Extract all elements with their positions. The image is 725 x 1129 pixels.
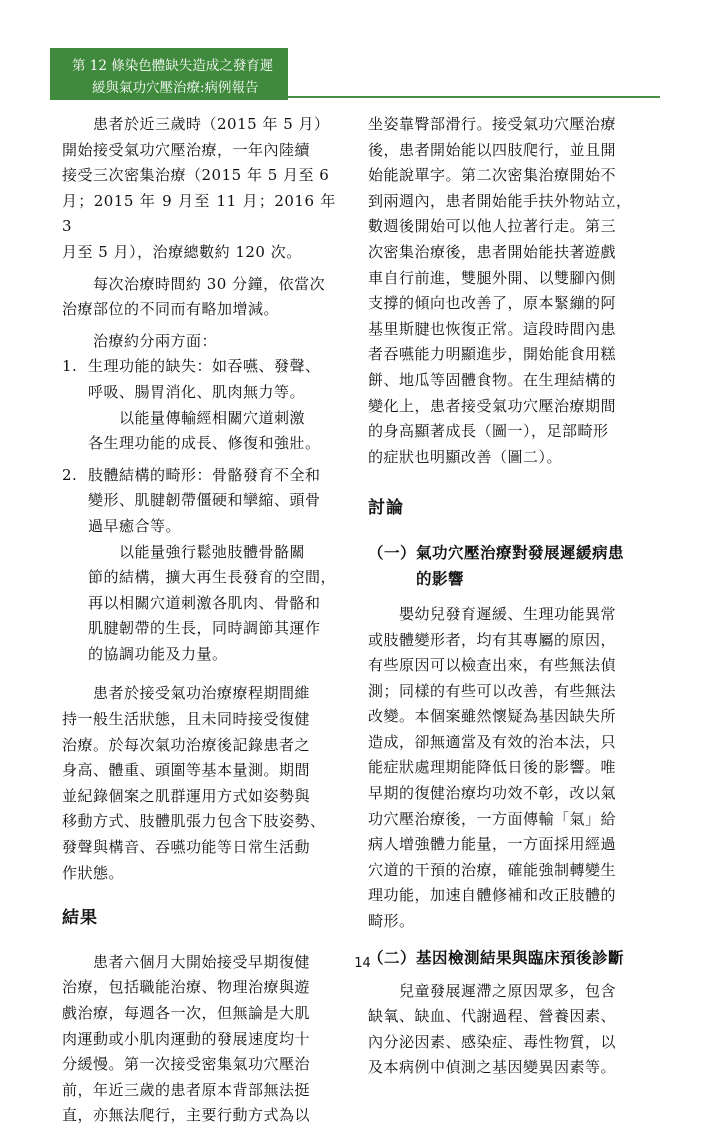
header-divider	[288, 96, 660, 98]
page-number: 14	[354, 956, 371, 971]
running-title-line1: 第 12 條染色體缺失造成之發育遲	[72, 58, 274, 74]
treatment-schedule-paragraph: 患者於近三歲時（2015 年 5 月） 開始接受氣功穴壓治療，一年內陸續 接受三次密集治療（2015 年 5 月至 6 月；2015 年 9 月至 11 月；2016 年 3 月至 5 月），治療總數約 120 次。	[62, 115, 336, 261]
observation-paragraph: 患者於接受氣功治療療程期間維 持一般生活狀態，且未同時接受復健 治療。於每次氣功治療後記錄患者之 身高、體重、頭圍等基本量測。期間 並紀錄個案之肌群運用方式如姿勢與 移動方式、肢體肌張力包含下肢姿勢、 發聲與構音、吞嚥功能等日常生活動 作狀態。	[62, 684, 326, 882]
list-number: 1.	[62, 357, 78, 376]
results-paragraph: 患者六個月大開始接受早期復健 治療，包括職能治療、物理治療與遊 戲治療，每週各一次，但無論是大肌 肉運動或小肌肉運動的發展速度均十 分緩慢。第一次接受密集氣功穴壓治 前，年近三歲的患者原本背部無法挺 直，亦無法爬行，主要行動方式為以	[62, 952, 311, 1125]
header-band	[50, 48, 288, 100]
running-title-line2: 緩與氣功穴壓治療:病例報告	[92, 80, 259, 96]
list-item-text: 肢體結構的畸形：骨骼發育不全和 變形、肌腱韌帶僵硬和攣縮、頭骨 過早癒合等。 以能量強行鬆弛肢體骨骼關 節的結構，擴大再生長發育的空間， 再以相關穴道刺激各肌肉、骨骼和 肌腱韌帶的生長，同時調節其運作 的協調功能及力量。	[88, 465, 337, 663]
list-item-structural	[62, 463, 336, 668]
discussion-paragraph-1: 嬰幼兒發育遲緩、生理功能異常 或肢體變形者，均有其專屬的原因， 有些原因可以檢查出來，有些無法偵 測；同樣的有些可以改善，有些無法 改變。本個案雖然懷疑為基因缺失所 造成，卻無適當及有效的治本法，只 能症狀處理期能降低日後的影響。唯 早期的復健治療均功效不彰，改以氣 功穴壓治療後，一方面傳輸「氣」給 病人增強體力能量，一方面採用經過 穴道的干預的治療，確能強制轉變生 理功能，加速自體修補和改正肢體的 畸形。	[368, 604, 617, 931]
right-column	[368, 112, 658, 1081]
subsection-heading-2: （二）基因檢測結果與臨床預後診斷	[368, 947, 625, 967]
list-number: 2.	[62, 465, 78, 484]
treatment-aspects-intro: 治療約分兩方面：	[62, 331, 218, 350]
list-item-text: 生理功能的缺失：如吞嚥、發聲、 呼吸、腸胃消化、肌肉無力等。 以能量傳輸經相關穴道刺激 各生理功能的成長、修復和強壯。	[88, 357, 321, 453]
left-column	[62, 112, 336, 1129]
section-heading-discussion: 討論	[368, 498, 404, 519]
progress-paragraph: 坐姿靠臀部滑行。接受氣功穴壓治療 後，患者開始能以四肢爬行，並且開 始能說單字。第二次密集治療開始不 到兩週內，患者開始能手扶外物站立， 數週後開始可以他人拉著行走。第三 次密集治療後，患者開始能扶著遊戲 車自行前進，雙腿外開、以雙腳內側 支撐的傾向也改善了，原本緊繃的阿 基里斯腱也恢復正常。這段時間內患 者吞嚥能力明顯進步，開始能食用糕 餅、地瓜等固體食物。在生理結構的 變化上，患者接受氣功穴壓治療期間 的身高顯著成長（圖一），足部畸形 的症狀也明顯改善（圖二）。	[368, 115, 632, 466]
list-item-physiological	[62, 354, 336, 456]
discussion-paragraph-2: 兒童發展遲滯之原因眾多，包含 缺氧、缺血、代謝過程、營養因素、 內分泌因素、感染症、毒性物質，以 及本病例中偵測之基因變異因素等。	[368, 981, 617, 1077]
section-heading-results: 結果	[62, 908, 98, 929]
treatment-duration-paragraph: 每次治療時間約 30 分鐘，依當次 治療部位的不同而有略加增減。	[62, 274, 326, 319]
subsection-heading-1: （一）氣功穴壓治療對發展遲緩病患 的影響	[368, 542, 625, 588]
